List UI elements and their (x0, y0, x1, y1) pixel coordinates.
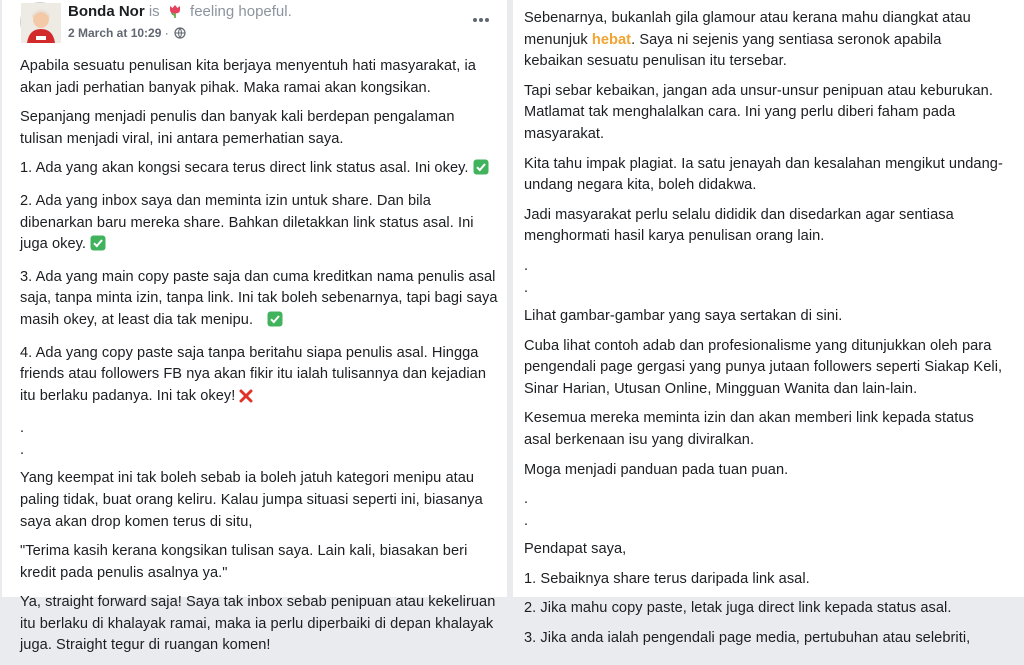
paragraph-text: Sebenarnya, bukanlah gila glamour atau kerana mahu diangkat atau menunjuk (524, 10, 971, 48)
list-item: 2. Jika mahu copy paste, letak juga direct link kepada status asal. (524, 600, 952, 617)
list-item-text: 4. Ada yang copy paste saja tanpa beritahu siapa penulis asal. Hingga friends atau followers FB nya akan fikir itu ialah tulisannya dan kejadian itu berlaku padanya. Ini tak okey! (20, 344, 487, 404)
list-item (20, 267, 500, 335)
dot-separator: . (524, 513, 529, 530)
check-mark-icon (90, 235, 106, 259)
list-item (20, 343, 500, 411)
globe-icon[interactable] (174, 27, 186, 42)
paragraph: Yang keempat ini tak boleh sebab ia boleh jatuh kategori menipu atau paling tidak, buat orang keliru. Kalau jumpa situasi seperti ini, biasanya saya akan drop komen terus di situ, (20, 470, 483, 530)
paragraph: Sepanjang menjadi penulis dan banyak kali berdepan pengalaman tulisan menjadi viral, ini antara pemerhatian saya. (20, 109, 455, 147)
paragraph: Kita tahu impak plagiat. Ia satu jenayah dan kesalahan mengikut undang-undang negara kita, boleh didakwa. (524, 155, 1003, 194)
post-author-line (68, 3, 292, 23)
avatar-image (21, 3, 61, 43)
list-item: 1. Sebaiknya share terus daripada link asal. (524, 570, 810, 587)
dot-separator: . (524, 279, 529, 296)
list-item: 3. Jika anda ialah pengendali page media, pertubuhan atau selebriti, (524, 629, 971, 646)
paragraph-text: . Saya ni sejenis yang sentiasa seronok apabila kebaikan sesuatu penulisan itu tersebar. (524, 31, 942, 70)
post-right-column (513, 0, 1024, 646)
post-body-right (524, 8, 1004, 657)
paragraph (524, 8, 1004, 73)
paragraph: Pendapat saya, (524, 541, 627, 558)
author-name[interactable]: Bonda Nor (68, 3, 145, 20)
meta-separator: · (164, 26, 169, 40)
paragraph: Jadi masyarakat perlu selalu dididik dan disedarkan agar sentiasa menghormati hasil karya penulisan orang lain. (524, 206, 954, 245)
avatar[interactable] (20, 2, 60, 42)
dot-separator: . (524, 257, 529, 274)
highlighted-word: hebat (591, 31, 632, 48)
cross-mark-icon (239, 389, 253, 411)
is-text: is (148, 3, 160, 20)
dot-separator: . (20, 442, 25, 459)
paragraph: "Terima kasih kerana kongsikan tulisan saya. Lain kali, biasakan beri kredit pada penulis asalnya ya." (20, 543, 468, 581)
paragraph: Kesemua mereka meminta izin dan akan memberi link kepada status asal berkenaan isu yang diviralkan. (524, 410, 974, 448)
paragraph: Ya, straight forward saja! Saya tak inbox sebab penipuan atau kekeliruan itu berlaku di khalayak ramai, maka ia perlu diperbaiki di depan khalayak juga. Straight tegur di ruangan komen! (20, 594, 496, 654)
post-header (20, 2, 495, 46)
dot-separator: . (20, 420, 25, 437)
post-meta (68, 26, 186, 42)
post-left-column (2, 0, 507, 654)
more-options-icon[interactable] (471, 12, 491, 22)
post-date[interactable]: 2 March at 10:29 (68, 26, 162, 40)
post-body-left (20, 56, 500, 665)
feeling-text: feeling hopeful. (190, 3, 292, 20)
list-item-text: 2. Ada yang inbox saya dan meminta izin untuk share. Dan bila dibenarkan baru mereka share. Bahkan diletakkan link status asal. Ini juga okey. (20, 192, 474, 253)
list-item-text: 3. Ada yang main copy paste saja dan cuma kreditkan nama penulis asal saja, tanpa minta izin, tanpa link. Ini tak boleh sebenarnya, tapi bagi saya masih okey, at least dia tak menipu. (20, 268, 498, 328)
paragraph: Cuba lihat contoh adab dan profesionalisme yang ditunjukkan oleh para pengendali page gergasi yang punya jutaan followers seperti Siakap Keli, Sinar Harian, Utusan Online, Mingguan Wanita dan lain-lain. (524, 337, 1003, 397)
check-mark-icon (473, 159, 489, 183)
list-item (20, 191, 500, 259)
paragraph: Lihat gambar-gambar yang saya sertakan di sini. (524, 307, 843, 324)
dot-separator: . (524, 491, 529, 508)
paragraph: Tapi sebar kebaikan, jangan ada unsur-unsur penipuan atau keburukan. Matlamat tak menghalalkan cara. Ini yang perlu diberi faham pada masyarakat. (524, 82, 993, 142)
paragraph: Moga menjadi panduan pada tuan puan. (524, 461, 789, 478)
list-item-text: 1. Ada yang akan kongsi secara terus direct link status asal. Ini okey. (20, 160, 469, 177)
tulip-icon (167, 3, 183, 23)
list-item (20, 158, 500, 183)
paragraph: Apabila sesuatu penulisan kita berjaya menyentuh hati masyarakat, ia akan jadi perhatian banyak pihak. Maka ramai akan kongsikan. (20, 58, 476, 96)
check-mark-icon (267, 311, 283, 335)
